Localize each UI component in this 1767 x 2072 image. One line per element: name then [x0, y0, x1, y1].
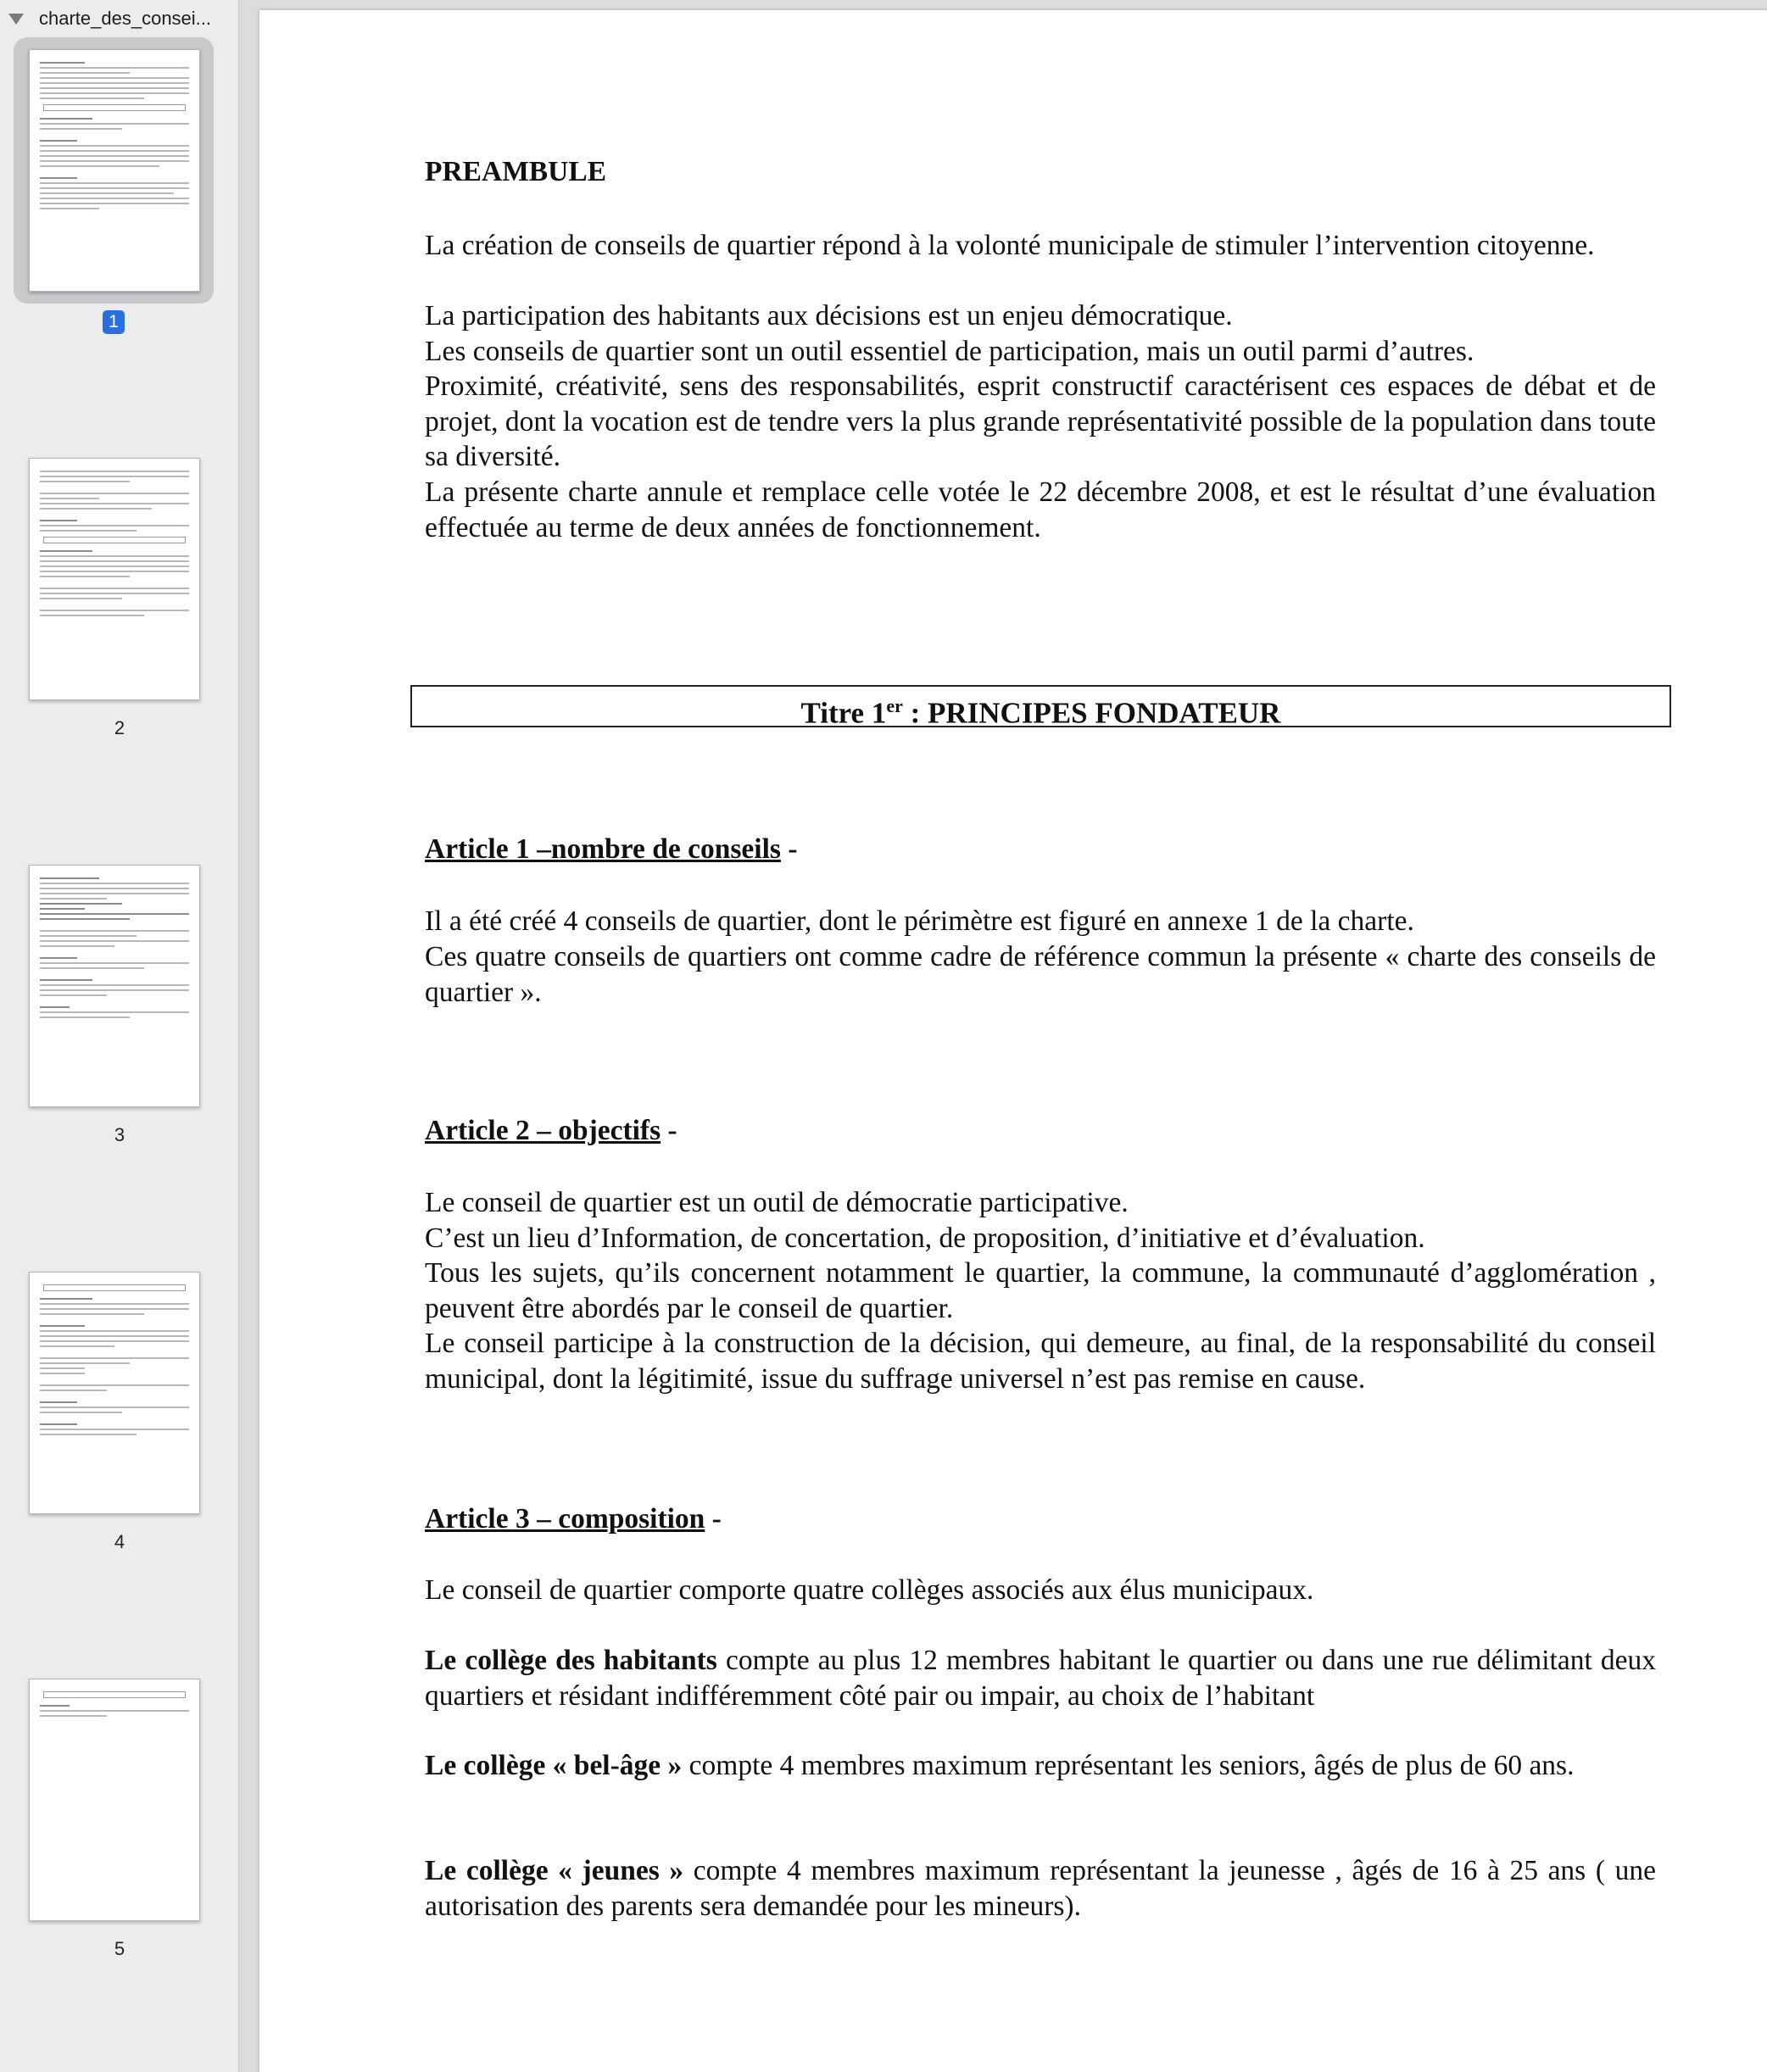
article-1-paragraph: Il a été créé 4 conseils de quartier, dont le périmètre est figuré en annexe 1 de la charte. [425, 905, 1414, 937]
title-1-box [410, 685, 1671, 730]
page-thumbnail-1[interactable] [29, 49, 200, 292]
document-page [259, 10, 1767, 2072]
article-1-dash: - [780, 833, 798, 865]
preamble-paragraph: La création de conseils de quartier répond à la volonté municipale de stimuler l’intervention citoyenne. [425, 230, 1595, 261]
preamble-paragraph: Proximité, créativité, sens des responsabilités, esprit constructif caractérisent ces espaces de débat et de projet, dont la vocation est de tendre vers la plus grande représentativité possible de la population dans toute sa diversité. [425, 370, 1656, 472]
page-thumbnail-5[interactable] [29, 1679, 200, 1921]
article-3-paragraph [425, 1643, 1656, 1713]
college-jeunes-label: Le collège « jeunes » [425, 1855, 684, 1886]
article-2-dash: - [661, 1115, 677, 1146]
title-1-superscript: er [886, 695, 903, 716]
article-3-heading: Article 3 – composition [425, 1503, 705, 1535]
title-1-prefix: Titre 1 [800, 696, 887, 730]
college-bel-age-label: Le collège « bel-âge » [425, 1750, 683, 1781]
article-3-dash: - [705, 1503, 722, 1535]
article-2-paragraph: Tous les sujets, qu’ils concernent notamment le quartier, la commune, la communauté d’agglomération , peuvent être abordés par le conseil de quartier. [425, 1257, 1656, 1324]
article-2-heading: Article 2 – objectifs [425, 1115, 661, 1146]
page-thumbnail-4[interactable] [29, 1272, 200, 1514]
article-2-heading-line [425, 1113, 1656, 1149]
page-thumbnail-3[interactable] [29, 865, 200, 1107]
preamble-paragraph: La participation des habitants aux décisions est un enjeu démocratique. [425, 300, 1233, 331]
college-habitants-text: compte au plus 12 membres habitant le quartier ou dans une rue délimitant deux quartiers et résidant indifféremment côté pair ou impair, au choix de l’habitant [425, 1645, 1656, 1712]
preamble-paragraph: Les conseils de quartier sont un outil essentiel de participation, mais un outil parmi d’autres. [425, 336, 1474, 367]
preamble-paragraph: La présente charte annule et remplace celle votée le 22 décembre 2008, et est le résultat d’une évaluation effectuée au terme de deux années de fonctionnement. [425, 476, 1656, 543]
page-number-3[interactable]: 3 [114, 1124, 125, 1145]
article-1-heading-line [425, 832, 1656, 867]
college-habitants-label: Le collège des habitants [425, 1645, 717, 1676]
article-1-heading: Article 1 –nombre de conseils [425, 833, 781, 865]
title-1-suffix: : PRINCIPES FONDATEUR [902, 696, 1281, 730]
page-thumbnail-sidebar [0, 0, 239, 2072]
article-2-paragraph: C’est un lieu d’Information, de concertation, de proposition, d’initiative et d’évaluation. [425, 1223, 1425, 1254]
article-2-paragraph: Le conseil de quartier est un outil de démocratie participative. [425, 1187, 1129, 1218]
article-3-paragraph [425, 1853, 1656, 1924]
page-number-4[interactable]: 4 [114, 1531, 125, 1552]
preamble-heading: PREAMBULE [425, 156, 607, 187]
college-bel-age-text: compte 4 membres maximum représentant les seniors, âgés de plus de 60 ans. [682, 1750, 1575, 1781]
document-file-name: charte_des_consei... [39, 8, 212, 29]
article-1-paragraph: Ces quatre conseils de quartiers ont comme cadre de référence commun la présente « charte des conseils de quartier ». [425, 941, 1656, 1008]
page-thumbnail-2[interactable] [29, 458, 200, 700]
page-number-1[interactable]: 1 [103, 310, 125, 334]
article-3-paragraph: Le conseil de quartier comporte quatre collèges associés aux élus municipaux. [425, 1574, 1314, 1606]
page-number-5[interactable]: 5 [114, 1938, 125, 1959]
article-3-heading-line [425, 1501, 1656, 1537]
disclosure-triangle-icon[interactable] [8, 14, 24, 25]
college-jeunes-text: compte 4 membres maximum représentant la jeunesse , âgés de 16 à 25 ans ( une autorisation des parents sera demandée pour les mineurs). [425, 1855, 1656, 1922]
document-viewer[interactable] [240, 0, 1767, 2072]
page-number-2[interactable]: 2 [114, 717, 125, 738]
article-2-paragraph: Le conseil participe à la construction de la décision, qui demeure, au final, de la responsabilité du conseil municipal, dont la légitimité, issue du suffrage universel n’est pas remise en cause. [425, 1328, 1656, 1395]
sidebar-header[interactable] [0, 0, 239, 37]
article-3-paragraph [425, 1748, 1656, 1784]
